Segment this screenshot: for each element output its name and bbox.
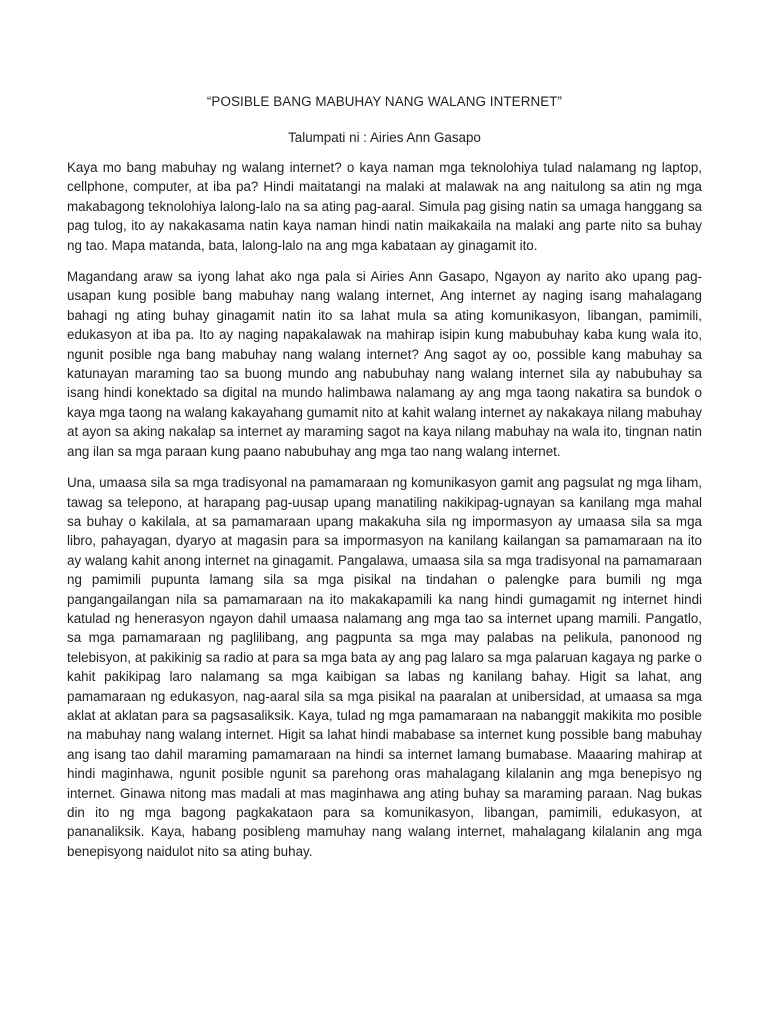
document-byline: Talumpati ni : Airies Ann Gasapo — [288, 130, 481, 145]
paragraph-intro: Kaya mo bang mabuhay ng walang internet? o kaya naman mga teknolohiya tulad nalamang ng laptop, cellphone, computer, at iba pa? Hindi maitatangi na malaki at malawak na ang naitulong sa atin ng mga makabagong teknolohiya lalong-lalo na sa ating pag-aaral. Simula pag gising natin sa umaga hanggang sa pag tulog, ito ay nakakasama natin kaya naman hindi natin maikakaila na malaki ang parte nito sa buhay ng tao. Mapa matanda, bata, lalong-lalo na ang mga kabataan ay ginagamit ito. — [67, 160, 702, 253]
paragraph-greeting: Magandang araw sa iyong lahat ako nga pala si Airies Ann Gasapo, Ngayon ay narito ako upang pag-usapan kung posible bang mabuhay nang walang internet, Ang internet ay naging isang mahalagang bahagi ng ating buhay ginagamit natin ito sa lahat mula sa ating komunikasyon, libangan, pamimili, edukasyon at iba pa. Ito ay naging napakalawak na mahirap isipin kung mabubuhay kaba kung wala ito, ngunit posible nga bang mabuhay nang walang internet? Ang sagot ay oo, possible kang mabuhay sa katunayan maraming tao sa buong mundo ang nabubuhay nang walang internet sila ay nabubuhay sa isang hindi konektado sa digital na mundo halimbawa nalamang ay ang mga taong nakatira sa bundok o kaya mga taong na walang kakayahang gumamit nito at kahit walang internet ay nakakaya nilang mabuhay at ayon sa aking nakalap sa internet ay maraming sagot na kaya nilang mabuhay na wala ito, tingnan natin ang ilan sa mga paraan kung paano nabubuhay ang mga tao nang walang internet. — [67, 269, 702, 459]
document-title: “POSIBLE BANG MABUHAY NANG WALANG INTERNET” — [206, 94, 563, 109]
paragraph-methods: Una, umaasa sila sa mga tradisyonal na pamamaraan ng komunikasyon gamit ang pagsulat ng mga liham, tawag sa telepono, at harapang pag-uusap upang manatiling nakikipag-ugnayan sa kanilang mga mahal sa buhay o kakilala, at sa pamamaraan upang makakuha sila ng impormasyon ay umaasa sila sa mga libro, pahayagan, dyaryo at magasin para sa impormasyon na kanilang kailangan sa pamamaraan na ito ay walang kahit anong internet na ginagamit. Pangalawa, umaasa sila sa mga tradisyonal na pamamaraan ng pamimili pupunta lamang sila sa mga pisikal na tindahan o palengke para bumili ng mga pangangailangan nila sa pamamaraan na ito makakapamili ka nang hindi gumagamit ng internet hindi katulad ng henerasyon ngayon dahil umaasa nalamang ang mga tao sa internet upang mamili. Pangatlo, sa mga pamamaraan ng paglilibang, ang pagpunta sa mga may palabas na pelikula, panonood ng telebisyon, at pakikinig sa radio at para sa mga bata ay ang pag lalaro sa mga palaruan kagaya ng parke o kahit pakikipag laro nalamang sa mga kaibigan sa labas ng kanilang bahay. Higit sa lahat, ang pamamaraan ng edukasyon, nag-aaral sila sa mga pisikal na paaralan at unibersidad, at umaasa sa mga aklat at aklatan para sa pagsasaliksik. Kaya, tulad ng mga pamamaraan na nabanggit makikita mo posible na mabuhay nang walang internet. Higit sa lahat hindi mababase sa internet kung possible bang mabuhay ang isang tao dahil maraming pamamaraan na hindi sa internet lamang bumabase. Maaaring mahirap at hindi maginhawa, ngunit posible ngunit sa parehong oras mahalagang kilalanin ang mga benepisyo ng internet. Ginawa nitong mas madali at mas maginhawa ang ating buhay sa maraming paraan. Nag bukas din ito ng mga bagong pagkakataon para sa komunikasyon, libangan, pamimili, edukasyon, at pananaliksik. Kaya, habang posibleng mamuhay nang walang internet, mahalagang kilalanin ang mga benepisyong naidulot nito sa ating buhay. — [67, 475, 702, 859]
